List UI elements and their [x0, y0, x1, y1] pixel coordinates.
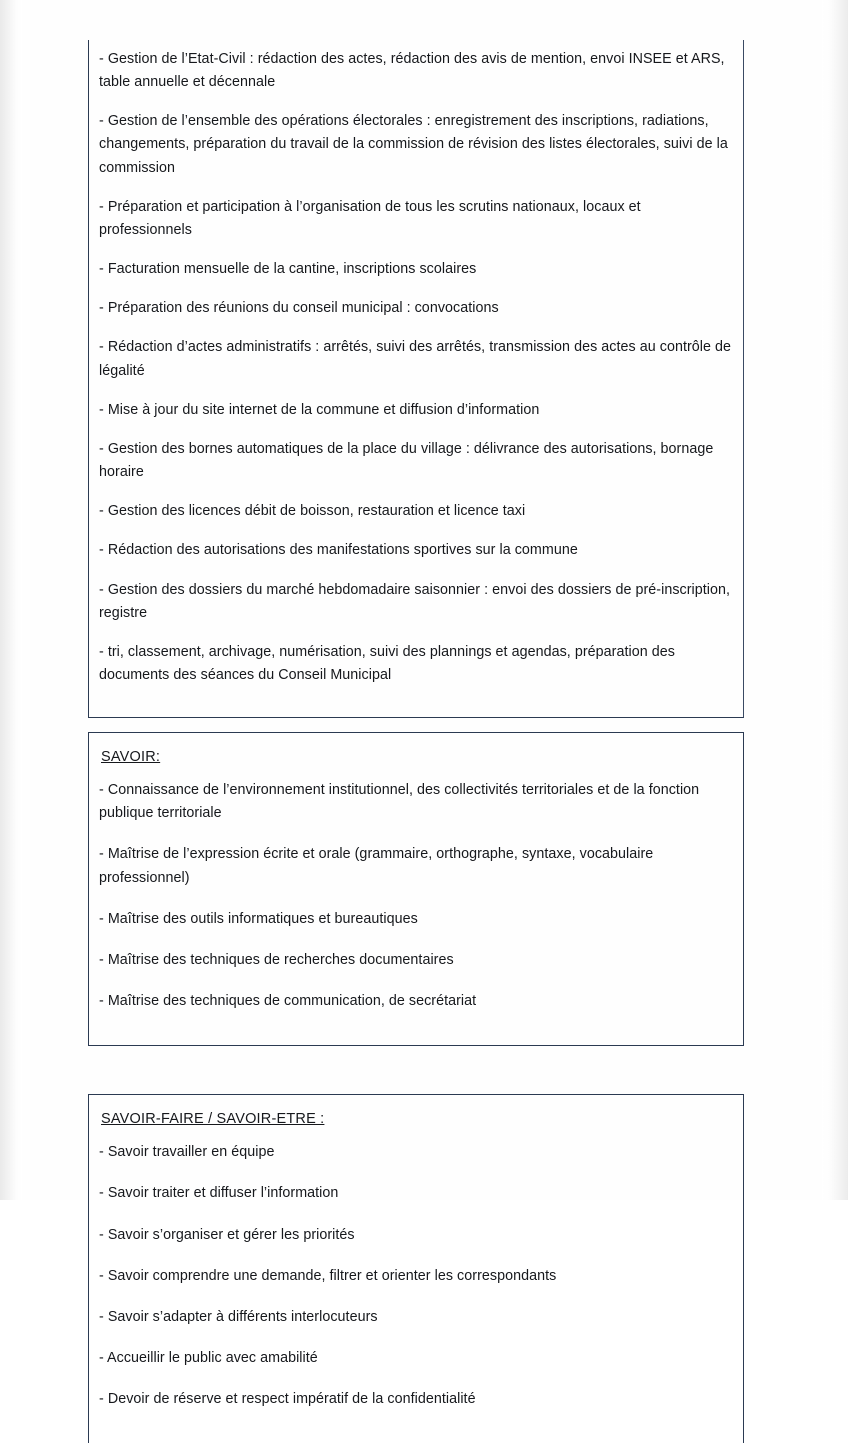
list-item: - Préparation des réunions du conseil municipal : convocations	[99, 300, 499, 317]
list-item: - Devoir de réserve et respect impératif de la confidentialité	[99, 1391, 476, 1408]
list-item: - Gestion de l’Etat-Civil : rédaction des actes, rédaction des avis de mention, envoi INSEE et ARS, table annuelle et décennale	[99, 51, 725, 91]
list-item: - Rédaction des autorisations des manifestations sportives sur la commune	[99, 542, 578, 559]
list-item: - Maîtrise des techniques de recherches documentaires	[99, 951, 454, 968]
list-item: - Rédaction d’actes administratifs : arrêtés, suivi des arrêtés, transmission des actes au contrôle de légalité	[99, 339, 732, 379]
list-item: - Savoir traiter et diffuser l’information	[99, 1185, 339, 1202]
list-item: - Connaissance de l’environnement institutionnel, des collectivités territoriales et de la fonction publique territoriale	[99, 782, 700, 822]
section-savoir	[88, 732, 744, 1046]
list-item: - Gestion des dossiers du marché hebdomadaire saisonnier : envoi des dossiers de pré-inscription, registre	[99, 581, 731, 621]
list-item: - Gestion de l’ensemble des opérations électorales : enregistrement des inscriptions, radiations, changements, préparation du travail de la commission de révision des listes électorales, suivi de la commission	[99, 113, 728, 176]
section-title-savoir-faire: SAVOIR-FAIRE / SAVOIR-ETRE :	[101, 1111, 325, 1128]
scan-edge-right	[822, 0, 848, 1200]
scan-edge-left	[0, 0, 22, 1200]
list-item: - tri, classement, archivage, numérisation, suivi des plannings et agendas, préparation des documents des séances du Conseil Municipal	[99, 643, 675, 683]
list-item: - Accueillir le public avec amabilité	[99, 1350, 318, 1366]
list-item: - Mise à jour du site internet de la commune et diffusion d’information	[99, 401, 540, 418]
list-item: - Préparation et participation à l’organisation de tous les scrutins nationaux, locaux et professionnels	[99, 198, 641, 238]
list-item: - Savoir comprendre une demande, filtrer et orienter les correspondants	[99, 1267, 557, 1284]
list-item: - Maîtrise de l’expression écrite et orale (grammaire, orthographe, syntaxe, vocabulaire professionnel)	[99, 846, 654, 886]
list-item: - Savoir s’adapter à différents interlocuteurs	[99, 1308, 378, 1325]
list-item: - Maîtrise des outils informatiques et bureautiques	[99, 910, 418, 927]
section-missions	[88, 40, 744, 718]
list-item: - Savoir travailler en équipe	[99, 1144, 275, 1161]
list-item: - Facturation mensuelle de la cantine, inscriptions scolaires	[99, 261, 477, 278]
section-title-savoir: SAVOIR:	[101, 749, 161, 766]
section-savoir-faire-savoir-etre	[88, 1094, 744, 1443]
list-item: - Gestion des licences débit de boisson, restauration et licence taxi	[99, 503, 526, 520]
list-item: - Gestion des bornes automatiques de la place du village : délivrance des autorisations, bornage horaire	[99, 440, 714, 481]
page-content	[88, 40, 744, 1443]
list-item: - Maîtrise des techniques de communication, de secrétariat	[99, 993, 477, 1010]
list-item: - Savoir s’organiser et gérer les priorités	[99, 1226, 355, 1243]
